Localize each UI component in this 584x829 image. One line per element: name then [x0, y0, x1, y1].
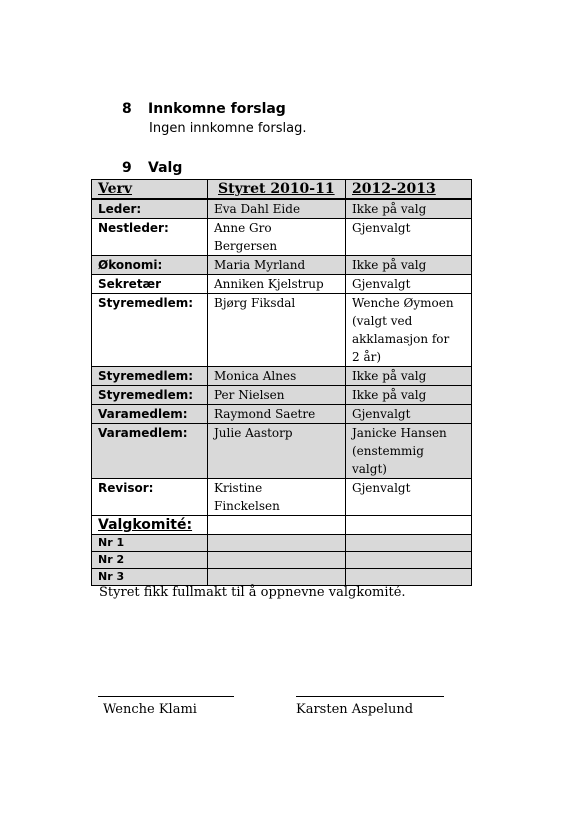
section-title: Valg [148, 160, 183, 176]
table-row [92, 535, 472, 552]
next-member-cell [346, 535, 472, 552]
next-member-cell: Gjenvalgt [346, 405, 472, 424]
election-table [91, 179, 472, 586]
next-member-cell: Gjenvalgt [346, 479, 472, 516]
next-member-cell: Ikke på valg [346, 256, 472, 275]
table-row [92, 424, 472, 479]
header-styret: Styret 2010-11 [208, 180, 346, 200]
table-row [92, 569, 472, 586]
table-row [92, 405, 472, 424]
table-row [92, 294, 472, 367]
section-8-heading [122, 101, 286, 117]
section-9-heading [122, 160, 182, 176]
table-row [92, 552, 472, 569]
role-cell: Varamedlem: [92, 424, 208, 479]
table-row [92, 256, 472, 275]
next-member-cell: Wenche Øymoen (valgt ved akklamasjon for 2 år) [346, 294, 472, 367]
role-cell: Styremedlem: [92, 386, 208, 405]
empty-cell [208, 516, 346, 535]
role-cell: Nr 3 [92, 569, 208, 586]
current-member-cell: Maria Myrland [208, 256, 346, 275]
next-member-cell: Gjenvalgt [346, 219, 472, 256]
table-row [92, 219, 472, 256]
current-member-cell [208, 535, 346, 552]
current-member-cell: Anniken Kjelstrup [208, 275, 346, 294]
role-cell: Økonomi: [92, 256, 208, 275]
table-row [92, 199, 472, 219]
role-cell: Nestleder: [92, 219, 208, 256]
table-row [92, 386, 472, 405]
role-cell: Nr 2 [92, 552, 208, 569]
section-8-body: Ingen innkomne forslag. [149, 121, 307, 136]
table-row [92, 479, 472, 516]
current-member-cell: Per Nielsen [208, 386, 346, 405]
section-title: Innkomne forslag [148, 101, 286, 117]
next-member-cell: Ikke på valg [346, 386, 472, 405]
table-row [92, 275, 472, 294]
current-member-cell [208, 552, 346, 569]
role-cell: Varamedlem: [92, 405, 208, 424]
role-cell: Revisor: [92, 479, 208, 516]
next-member-cell: Gjenvalgt [346, 275, 472, 294]
next-member-cell: Janicke Hansen (enstemmig valgt) [346, 424, 472, 479]
current-member-cell [208, 569, 346, 586]
next-member-cell: Ikke på valg [346, 199, 472, 219]
role-cell: Nr 1 [92, 535, 208, 552]
current-member-cell: Kristine Finckelsen [208, 479, 346, 516]
next-member-cell [346, 569, 472, 586]
closing-statement: Styret fikk fullmakt til å oppnevne valgkomité. [99, 585, 406, 600]
section-number: 8 [122, 101, 132, 117]
current-member-cell: Raymond Saetre [208, 405, 346, 424]
role-cell: Styremedlem: [92, 294, 208, 367]
role-cell: Styremedlem: [92, 367, 208, 386]
table-header-row [92, 180, 472, 200]
header-verv: Verv [92, 180, 208, 200]
empty-cell [346, 516, 472, 535]
current-member-cell: Julie Aastorp [208, 424, 346, 479]
next-member-cell [346, 552, 472, 569]
current-member-cell: Anne Gro Bergersen [208, 219, 346, 256]
header-period: 2012-2013 [346, 180, 472, 200]
signature-name: Karsten Aspelund [296, 702, 414, 717]
table-row [92, 367, 472, 386]
valgkomite-header-row [92, 516, 472, 535]
signature-line [98, 696, 234, 697]
signature-name: Wenche Klami [103, 702, 197, 717]
signature-line [296, 696, 444, 697]
current-member-cell: Bjørg Fiksdal [208, 294, 346, 367]
role-cell: Leder: [92, 199, 208, 219]
next-member-cell: Ikke på valg [346, 367, 472, 386]
current-member-cell: Monica Alnes [208, 367, 346, 386]
valgkomite-label: Valgkomité: [92, 516, 208, 535]
current-member-cell: Eva Dahl Eide [208, 199, 346, 219]
role-cell: Sekretær [92, 275, 208, 294]
section-number: 9 [122, 160, 132, 176]
